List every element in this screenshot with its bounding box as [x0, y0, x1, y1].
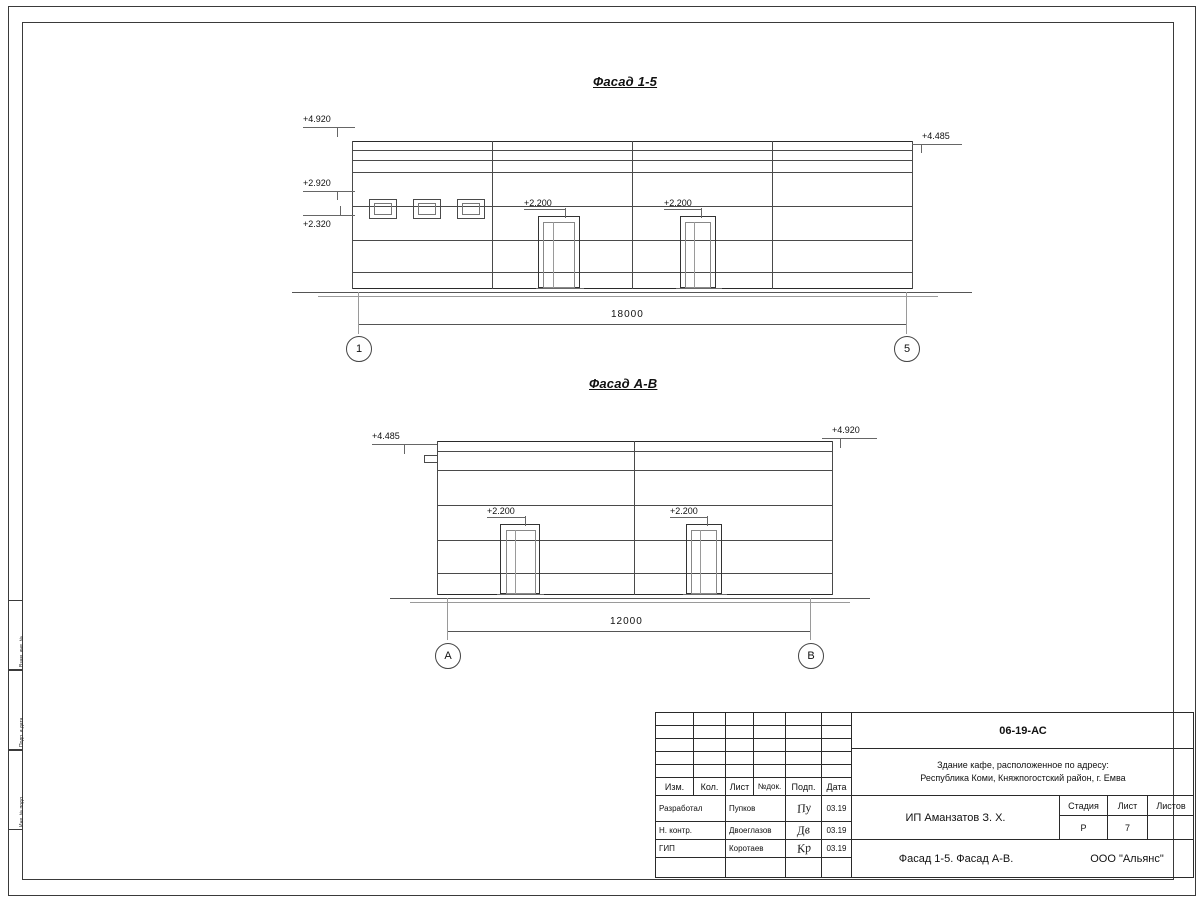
facade2-door-1-leaf [506, 530, 536, 594]
tb-rev-r5c4 [754, 765, 786, 778]
tb-row-1-role: Разработал [656, 796, 726, 822]
tb-rev-r5c3 [726, 765, 754, 778]
tb-rev-r1c6 [822, 713, 852, 726]
facade1-axis-label-5: 5 [894, 336, 920, 362]
tb-customer: ИП Аманзатов З. Х. [852, 796, 1060, 840]
tb-rev-r3c5 [786, 739, 822, 752]
tb-rev-r3c4 [754, 739, 786, 752]
tb-row-3-sign [786, 840, 822, 858]
tb-rev-r4c1 [656, 752, 694, 765]
tb-rev-r3c6 [822, 739, 852, 752]
facade1-door-2-level-leader [701, 208, 702, 218]
tb-rev-r3c1 [656, 739, 694, 752]
tb-stage-value: Р [1060, 816, 1108, 840]
tb-rev-r3c2 [694, 739, 726, 752]
tb-col-header-kol: Кол. [694, 778, 726, 796]
tb-row-3-date: 03.19 [822, 840, 852, 858]
tb-rev-r3c3 [726, 739, 754, 752]
facade2-door-2-level-leader-h [670, 517, 707, 518]
tb-object-line-2: Республика Коми, Княжпогостский район, г. Емва [920, 773, 1126, 783]
facade2-dim-ext-left [447, 598, 448, 640]
facade1-level-2920-label: +2.920 [303, 178, 331, 188]
tb-rev-r2c1 [656, 726, 694, 739]
facade1-dim-ext-left [358, 292, 359, 334]
tb-row-1-name: Пупков [726, 796, 786, 822]
tb-doc-code: 06-19-АС [852, 713, 1194, 749]
facade1-level-4920-tick [337, 127, 338, 137]
facade1-level-4485-line [912, 144, 962, 145]
tb-rev-r2c2 [694, 726, 726, 739]
tb-rev-r1c5 [786, 713, 822, 726]
tb-rev-r2c4 [754, 726, 786, 739]
facade2-dim-ext-right [810, 598, 811, 640]
tb-row-2-role: Н. контр. [656, 822, 726, 840]
facade1-level-4485-label: +4.485 [922, 131, 950, 141]
tb-rev-r5c2 [694, 765, 726, 778]
tb-rev-r1c1 [656, 713, 694, 726]
tb-row-2-sign [786, 822, 822, 840]
facade1-right-edge [912, 141, 913, 289]
tb-rev-r4c4 [754, 752, 786, 765]
tb-sheet-name: Фасад 1-5. Фасад А-В. [898, 853, 1014, 865]
facade2-level-4485-tick [404, 444, 405, 454]
tb-col-header-izm: Изм. [656, 778, 694, 796]
tb-rev-r4c6 [822, 752, 852, 765]
tb-stage-header: Стадия [1060, 796, 1108, 816]
tb-lists-value [1148, 816, 1194, 840]
left-stamp-box-1 [8, 600, 25, 670]
facade1-level-2920-tick [337, 191, 338, 200]
tb-object-name [852, 749, 1194, 796]
tb-rev-r5c1 [656, 765, 694, 778]
facade2-door-2-level-leader [707, 516, 708, 526]
facade2-axis-label-b: В [798, 643, 824, 669]
facade1-level-2320-line [303, 215, 355, 216]
tb-row-4-date [822, 858, 852, 878]
facade1-level-2320-tick [340, 206, 341, 216]
tb-list-value: 7 [1108, 816, 1148, 840]
tb-rev-r4c3 [726, 752, 754, 765]
facade2-joint-1 [634, 441, 635, 595]
facade1-door-2-level-leader-h [664, 209, 701, 210]
facade1-axis-label-1: 1 [346, 336, 372, 362]
facade1-door-1-leaf [543, 222, 575, 288]
left-stamp-label-2: Подп. и дата [19, 717, 25, 747]
tb-row-3-name: Коротаев [726, 840, 786, 858]
tb-row-3-role: ГИП [656, 840, 726, 858]
facade1-dim-line [358, 324, 906, 325]
facade2-door-1-level-leader-h [487, 517, 525, 518]
facade2-door-1-mullion [515, 530, 516, 594]
facade1-door-2-level-label: +2.200 [664, 198, 692, 208]
facade2-ground-line [390, 598, 870, 599]
facade1-ground-line-2 [318, 296, 938, 297]
facade2-level-4920-line [822, 438, 877, 439]
facade1-joint-2 [632, 141, 633, 289]
tb-row-4-name [726, 858, 786, 878]
tb-organization: ООО "Альянс" [1090, 853, 1164, 865]
facade1-level-2920-line [303, 191, 355, 192]
left-stamp-label-3: Инв. № подл. [19, 795, 25, 827]
facade1-level-4920-line [303, 127, 355, 128]
facade2-ground-line-2 [410, 602, 850, 603]
drawing-title-2: Фасад А-В [589, 376, 658, 391]
tb-object-line-1: Здание кафе, расположенное по адресу: [937, 759, 1109, 770]
tb-row-3-signature: Кр [795, 840, 812, 856]
facade2-axis-label-a: А [435, 643, 461, 669]
facade1-door-1-level-leader-h [524, 209, 565, 210]
tb-row-1-date: 03.19 [822, 796, 852, 822]
facade2-level-4485-label: +4.485 [372, 431, 400, 441]
facade2-door-2-level-label: +2.200 [670, 506, 698, 516]
facade2-door-1-level-leader [525, 516, 526, 526]
drawing-title-1: Фасад 1-5 [593, 74, 658, 89]
facade1-door-1-mullion [553, 222, 554, 288]
facade1-door-1-level-leader [565, 208, 566, 218]
facade1-dim-ext-right [906, 292, 907, 334]
facade1-door-2-leaf [685, 222, 711, 288]
facade1-joint-1 [492, 141, 493, 289]
facade1-door-1-level-label: +2.200 [524, 198, 552, 208]
tb-rev-r1c3 [726, 713, 754, 726]
tb-rev-r1c2 [694, 713, 726, 726]
left-stamp-box-3 [8, 750, 25, 830]
left-stamp-label-1: Взам. инв. № [19, 636, 25, 667]
tb-row-1-sign [786, 796, 822, 822]
tb-row-2-signature: Дв [796, 822, 811, 838]
facade2-level-4920-label: +4.920 [832, 425, 860, 435]
facade2-door-2-leaf [691, 530, 717, 594]
facade2-left-edge [437, 441, 438, 595]
facade1-door-2-mullion [694, 222, 695, 288]
facade1-ground-line [292, 292, 972, 293]
facade1-level-4920-label: +4.920 [303, 114, 331, 124]
tb-rev-r2c3 [726, 726, 754, 739]
facade2-door-1-level-label: +2.200 [487, 506, 515, 516]
tb-col-header-podp: Подп. [786, 778, 822, 796]
tb-rev-r5c6 [822, 765, 852, 778]
facade1-window-3-glass [462, 203, 480, 215]
facade2-door-2-mullion [700, 530, 701, 594]
facade2-overall-dimension: 12000 [610, 616, 643, 627]
tb-rev-r4c5 [786, 752, 822, 765]
tb-col-header-list: Лист [726, 778, 754, 796]
facade1-joint-3 [772, 141, 773, 289]
facade2-door-1-step [497, 594, 544, 595]
facade2-level-4920-tick [840, 438, 841, 448]
facade2-vent-box [424, 455, 438, 463]
facade1-level-2320-label: +2.320 [303, 219, 331, 229]
tb-rev-r5c5 [786, 765, 822, 778]
tb-rev-r2c5 [786, 726, 822, 739]
facade1-level-4485-tick [921, 144, 922, 153]
facade1-door-1-step [536, 288, 584, 289]
facade1-overall-dimension: 18000 [611, 309, 644, 320]
tb-row-4-role [656, 858, 726, 878]
tb-row-1-signature: Пу [795, 800, 812, 816]
tb-lists-header: Листов [1148, 796, 1194, 816]
tb-col-header-nodoc: №док. [754, 778, 786, 796]
facade2-door-2-step [683, 594, 727, 595]
facade2-right-edge [832, 441, 833, 595]
title-block [655, 712, 1194, 878]
facade1-door-2-step [676, 288, 722, 289]
tb-row-2-date: 03.19 [822, 822, 852, 840]
tb-col-header-data: Дата [822, 778, 852, 796]
tb-list-header: Лист [1108, 796, 1148, 816]
facade1-window-1-glass [374, 203, 392, 215]
tb-rev-r4c2 [694, 752, 726, 765]
tb-row-4-sign [786, 858, 822, 878]
tb-rev-r2c6 [822, 726, 852, 739]
facade1-window-2-glass [418, 203, 436, 215]
left-stamp-box-2 [8, 670, 25, 750]
tb-row-2-name: Двоеглазов [726, 822, 786, 840]
tb-rev-r1c4 [754, 713, 786, 726]
facade2-dim-line [447, 631, 810, 632]
